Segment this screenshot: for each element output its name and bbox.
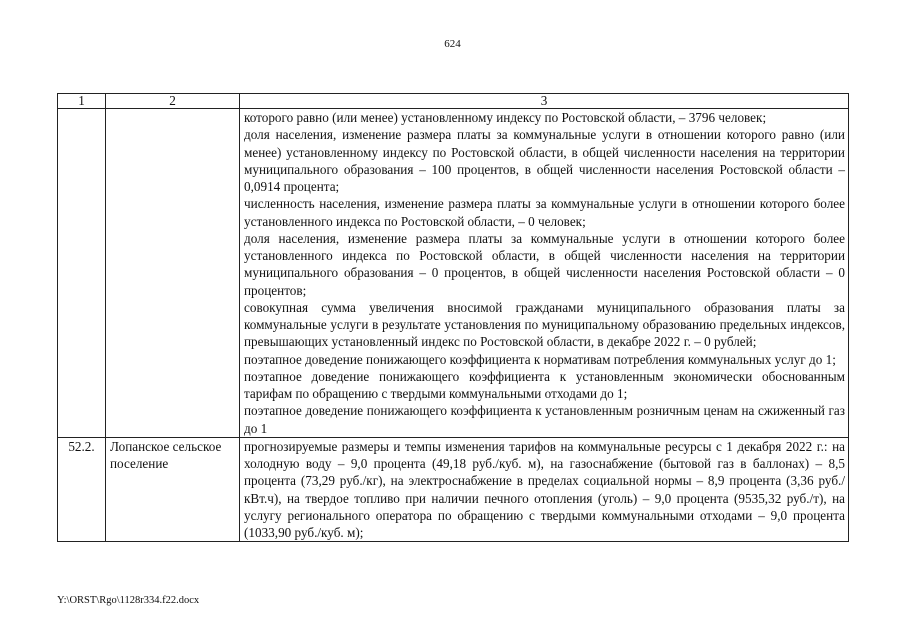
row-name-cell: Лопанское сельское поселение bbox=[106, 437, 240, 542]
content-paragraph: численность населения, изменение размера платы за коммунальные услуги в отношении которого более установленного индекса по Ростовской области, – 0 человек; bbox=[244, 196, 845, 229]
document-table bbox=[57, 93, 849, 542]
table-row-continuation bbox=[58, 109, 849, 438]
content-paragraph: доля населения, изменение размера платы за коммунальные услуги в отношении которого более установленного индекса по Ростовской области, в общей численности населения на территории муниципального образования – 0 процентов, в общей численности населения Ростовской области – 0 процентов; bbox=[244, 230, 845, 298]
file-path-footer: Y:\ORST\Rgo\1128r334.f22.docx bbox=[57, 595, 200, 606]
content-paragraph: прогнозируемые размеры и темпы изменения тарифов на коммунальные ресурсы с 1 декабря 2022 г.: на холодную воду – 9,0 процента (49,18 руб./куб. м), на газоснабжение (бытовой газ в баллонах) – 8,5 процента (73,29 руб./кг), на электроснабжение в пределах социальной нормы – 8,9 процента (3,36 руб./кВт.ч), на твердое топливо при наличии печного отопления (уголь) – 9,0 процента (9535,32 руб./т), на услугу регионального оператора по обращению с твердыми коммунальными отходами – 9,0 процента (1033,90 руб./куб. м); bbox=[244, 438, 845, 540]
row-content-cell bbox=[240, 437, 849, 542]
row-number-cell bbox=[58, 109, 106, 438]
content-paragraph: поэтапное доведение понижающего коэффициента к установленным розничным ценам на сжиженный газ до 1 bbox=[244, 403, 845, 436]
row-name-cell bbox=[106, 109, 240, 438]
header-cell-column-1: 1 bbox=[58, 94, 106, 109]
content-paragraph: совокупная сумма увеличения вносимой гражданами муниципального образования платы за коммунальные услуги в результате установления по муниципальному образованию предельных индексов, превышающих установленный индекс по Ростовской области, в декабре 2022 г. – 0 рублей; bbox=[244, 299, 845, 350]
table-row-52-2 bbox=[58, 437, 849, 542]
header-cell-column-2: 2 bbox=[106, 94, 240, 109]
content-paragraph: поэтапное доведение понижающего коэффициента к установленным экономически обоснованным тарифам по обращению с твердыми коммунальными отходами до 1; bbox=[244, 368, 845, 401]
row-content-cell bbox=[240, 109, 849, 438]
row-number-cell: 52.2. bbox=[58, 437, 106, 542]
page-number: 624 bbox=[444, 38, 461, 50]
content-paragraph: поэтапное доведение понижающего коэффициента к нормативам потребления коммунальных услуг до 1; bbox=[244, 351, 836, 367]
content-paragraph: доля населения, изменение размера платы за коммунальные услуги в отношении которого равно (или менее) установленному индексу по Ростовской области, в общей численности населения на территории муниципального образования – 100 процентов, в общей численности населения Ростовской области – 0,0914 процента; bbox=[244, 127, 845, 194]
table-header-row bbox=[58, 94, 849, 109]
header-cell-column-3: 3 bbox=[240, 94, 849, 109]
content-paragraph: которого равно (или менее) установленному индексу по Ростовской области, – 3796 человек; bbox=[244, 110, 767, 125]
